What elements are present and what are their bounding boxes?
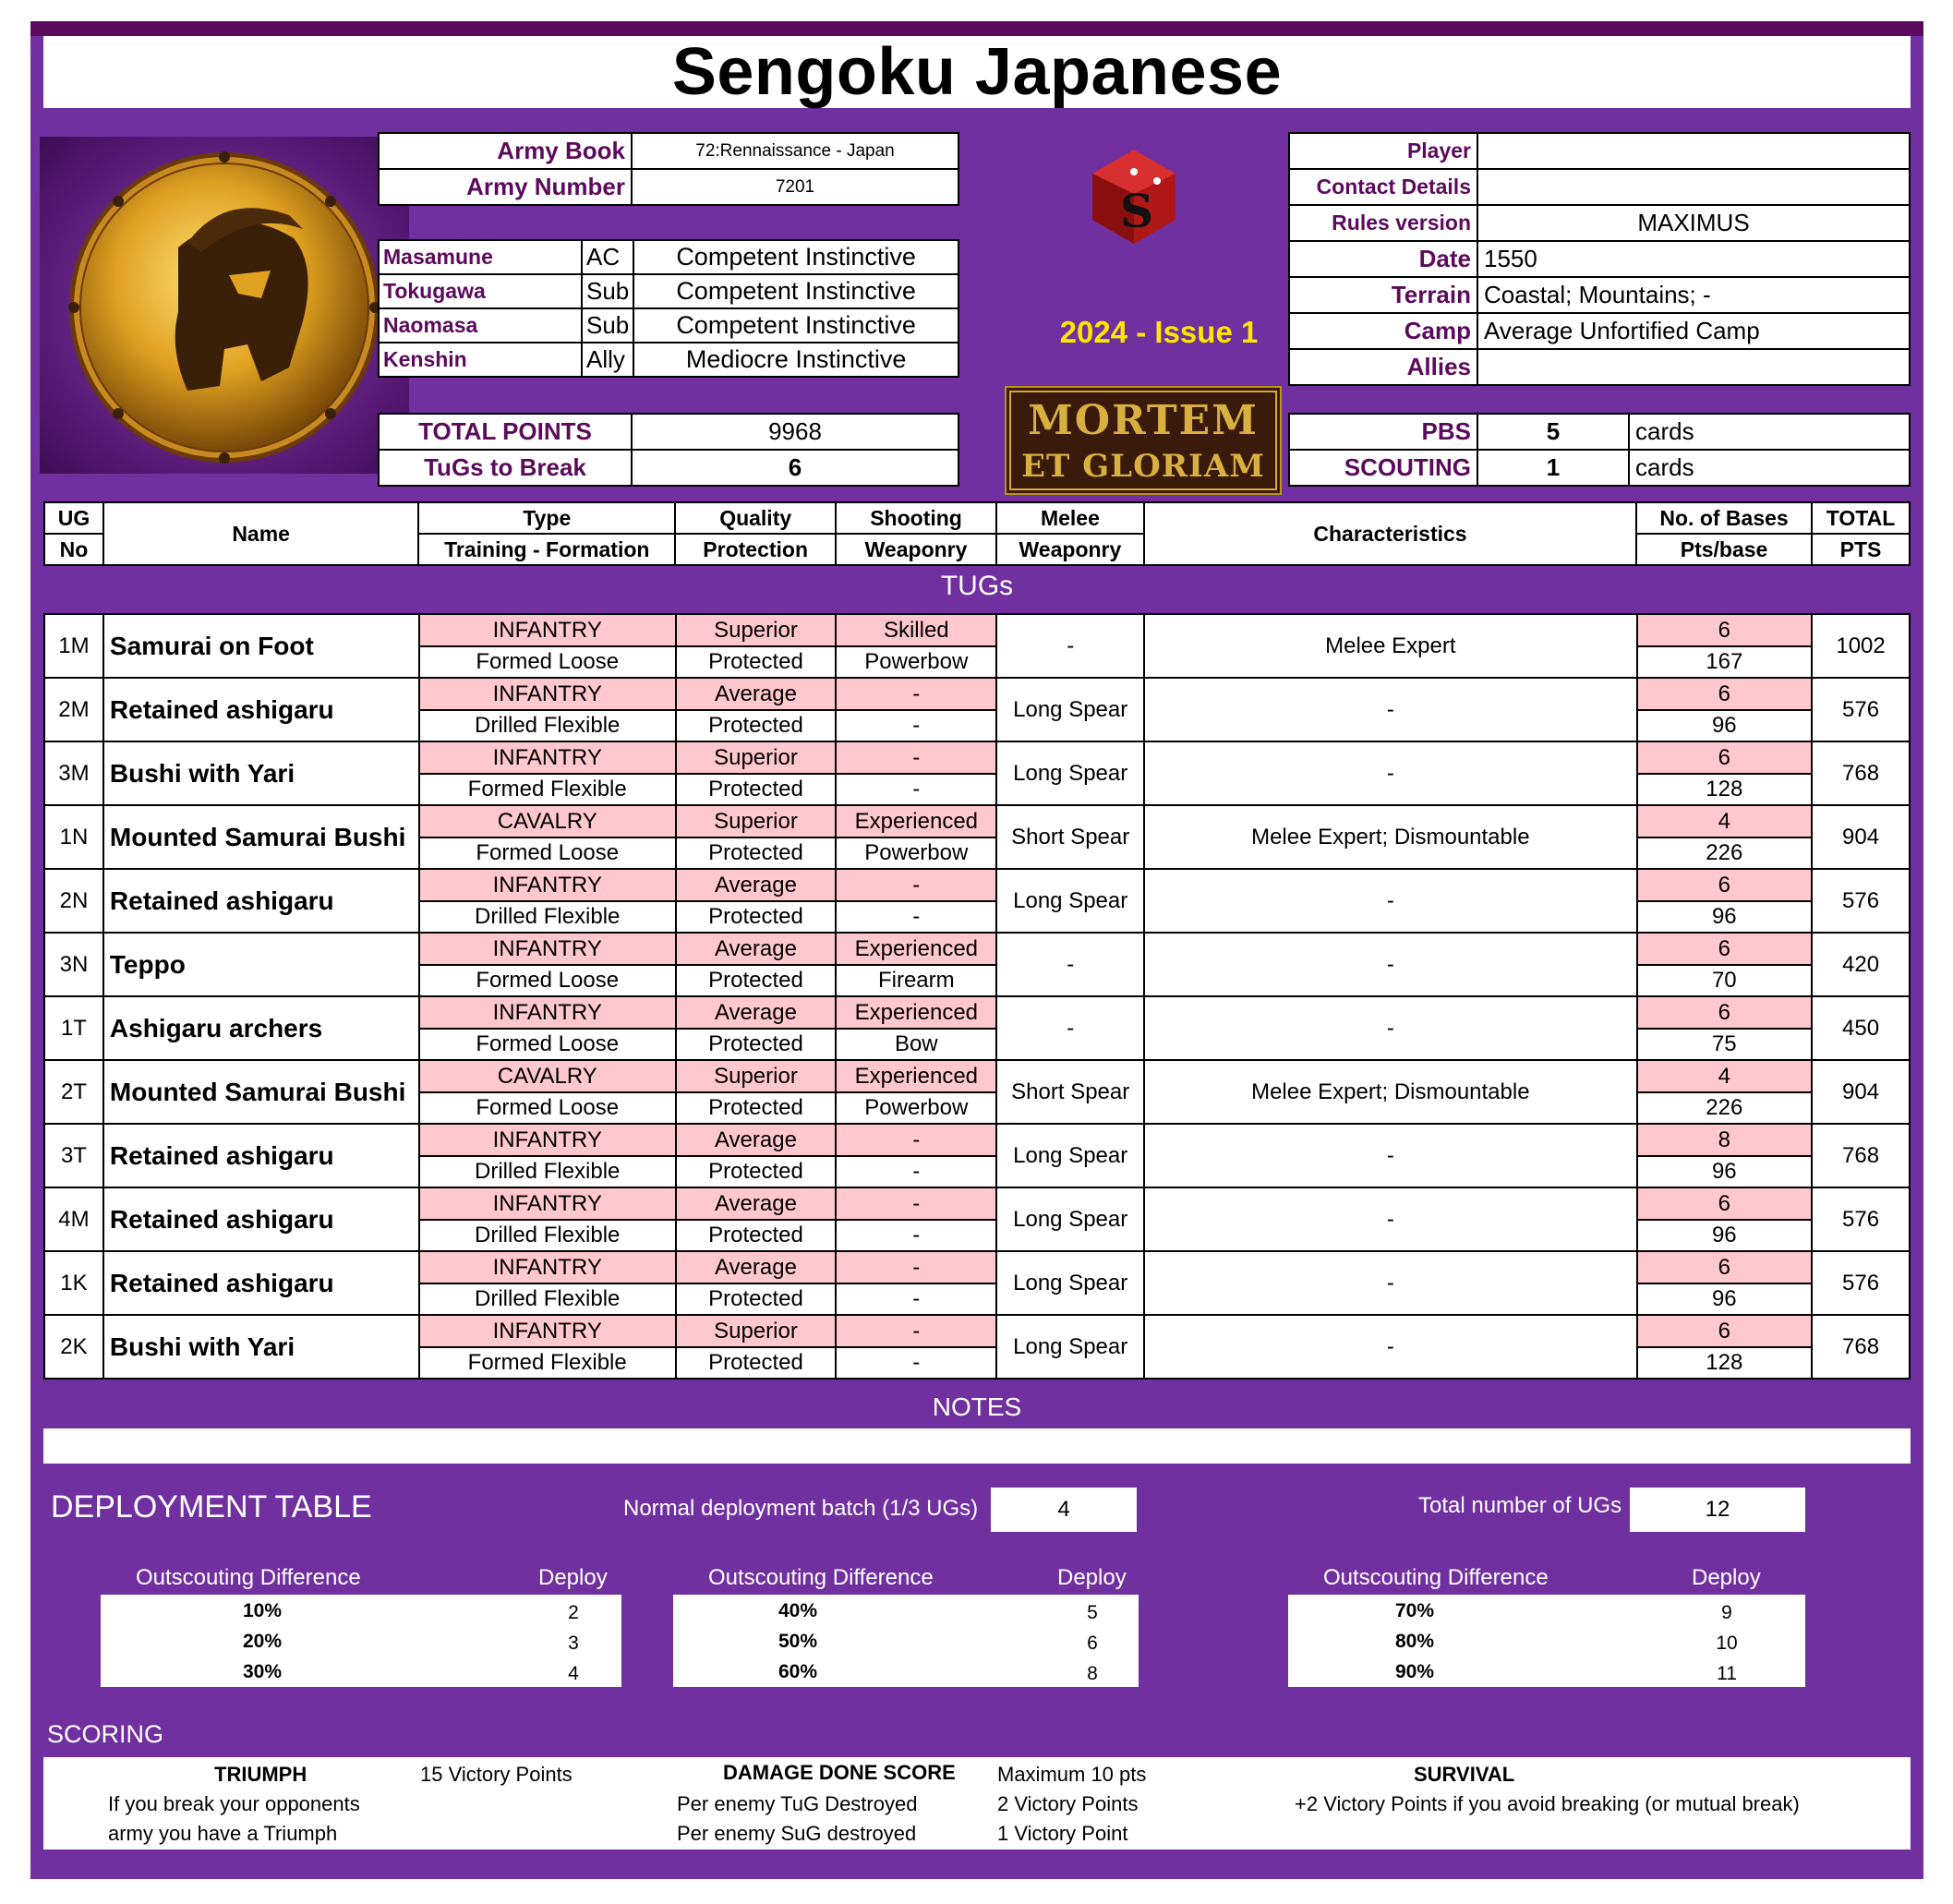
pbs-unit: cards	[1629, 414, 1910, 450]
unit-shoot-weapon: -	[836, 1156, 996, 1187]
unit-total: 904	[1812, 1060, 1910, 1124]
unit-total: 576	[1812, 678, 1910, 741]
outscouting-percent: 70%	[1394, 1600, 1435, 1621]
outscouting-difference-header: Outscouting Difference	[1323, 1565, 1549, 1590]
allies-label: Allies	[1289, 349, 1477, 385]
header-shoot-weaponry: Weaponry	[836, 534, 996, 565]
unit-formation: Drilled Flexible	[419, 1220, 676, 1251]
totals-table	[378, 413, 959, 487]
unit-ug-number: 3M	[44, 741, 103, 805]
unit-protection: Protected	[676, 901, 837, 933]
unit-pts-per-base: 128	[1637, 774, 1813, 805]
outscouting-difference-header: Outscouting Difference	[136, 1565, 361, 1590]
unit-quality: Average	[676, 1187, 837, 1220]
unit-characteristics: -	[1144, 1251, 1636, 1315]
outscouting-percent: 10%	[242, 1600, 283, 1621]
unit-shooting: Experienced	[836, 996, 996, 1029]
total-points-value: 9968	[632, 414, 958, 450]
triumph-points: 15 Victory Points	[420, 1763, 573, 1786]
unit-protection: Protected	[676, 1029, 837, 1060]
unit-row	[44, 741, 1910, 774]
unit-type: INFANTRY	[419, 869, 676, 901]
unit-type: CAVALRY	[419, 1060, 676, 1092]
unit-row	[44, 1124, 1910, 1156]
commander-quality: Competent Instinctive	[633, 274, 958, 308]
commander-row	[379, 274, 958, 308]
outscouting-percent: 60%	[778, 1661, 818, 1682]
header-training: Training - Formation	[418, 534, 675, 565]
unit-ug-number: 2K	[44, 1315, 103, 1379]
unit-row	[44, 1187, 1910, 1220]
unit-bases: 6	[1637, 1251, 1813, 1283]
tugs-to-break-value: 6	[632, 450, 958, 486]
unit-type: INFANTRY	[419, 1251, 676, 1283]
unit-shoot-weapon: -	[836, 901, 996, 933]
army-book-table	[378, 132, 959, 206]
triumph-line-1: If you break your opponents	[108, 1792, 360, 1815]
unit-name: Samurai on Foot	[103, 614, 419, 678]
player-table	[1288, 132, 1911, 386]
unit-pts-per-base: 75	[1637, 1029, 1813, 1060]
unit-bases: 4	[1637, 805, 1813, 838]
army-sheet	[30, 21, 1923, 1879]
unit-ug-number: 2T	[44, 1060, 103, 1124]
outscouting-percent: 90%	[1394, 1661, 1435, 1682]
unit-formation: Drilled Flexible	[419, 1156, 676, 1187]
unit-row	[44, 869, 1910, 901]
unit-protection: Protected	[676, 1347, 837, 1379]
unit-quality: Average	[676, 678, 837, 710]
unit-total: 768	[1812, 1315, 1910, 1379]
total-ugs-label: Total number of UGs	[1418, 1493, 1622, 1518]
commander-row	[379, 343, 958, 377]
unit-characteristics: -	[1144, 1187, 1636, 1251]
notes-field[interactable]	[43, 1428, 1911, 1464]
unit-name: Bushi with Yari	[103, 1315, 419, 1379]
unit-total: 1002	[1812, 614, 1910, 678]
triumph-line-2: army you have a Triumph	[108, 1822, 338, 1845]
deploy-count: 3	[568, 1633, 579, 1654]
unit-formation: Formed Loose	[419, 646, 676, 678]
player-value[interactable]	[1477, 133, 1910, 169]
unit-pts-per-base: 96	[1637, 901, 1813, 933]
commander-rank: Sub	[582, 274, 633, 308]
damage-value-1: 2 Victory Points	[997, 1792, 1139, 1815]
header-characteristics: Characteristics	[1144, 502, 1636, 565]
dice-icon	[1083, 146, 1185, 247]
unit-melee: -	[996, 614, 1144, 678]
unit-formation: Formed Loose	[419, 1092, 676, 1124]
unit-total: 768	[1812, 1124, 1910, 1187]
unit-characteristics: -	[1144, 996, 1636, 1060]
unit-quality: Average	[676, 996, 837, 1029]
unit-melee: Long Spear	[996, 678, 1144, 741]
deploy-count: 11	[1717, 1663, 1737, 1684]
unit-melee: -	[996, 996, 1144, 1060]
unit-shooting: Skilled	[836, 614, 996, 646]
unit-shoot-weapon: Powerbow	[836, 838, 996, 869]
unit-quality: Superior	[676, 614, 837, 646]
header-bases: No. of Bases	[1636, 502, 1812, 534]
deployment-table	[1288, 1595, 1805, 1687]
unit-total: 576	[1812, 1251, 1910, 1315]
unit-bases: 6	[1637, 1187, 1813, 1220]
unit-melee: Short Spear	[996, 1060, 1144, 1124]
header-quality: Quality	[675, 502, 836, 534]
outscouting-percent: 40%	[778, 1600, 818, 1621]
unit-pts-per-base: 167	[1637, 646, 1813, 678]
unit-name: Ashigaru archers	[103, 996, 419, 1060]
unit-shooting: -	[836, 1187, 996, 1220]
deploy-count: 2	[568, 1602, 579, 1623]
unit-shoot-weapon: -	[836, 1220, 996, 1251]
unit-bases: 8	[1637, 1124, 1813, 1156]
unit-pts-per-base: 128	[1637, 1347, 1813, 1379]
page-title: Sengoku Japanese	[671, 35, 1283, 109]
unit-protection: Protected	[676, 710, 837, 741]
deployment-title: DEPLOYMENT TABLE	[51, 1489, 372, 1524]
header-ug: UG	[44, 502, 103, 534]
unit-shoot-weapon: -	[836, 774, 996, 805]
commander-name: Tokugawa	[379, 274, 582, 308]
outscouting-percent: 30%	[242, 1661, 283, 1682]
mortem-et-gloriam-logo	[1005, 386, 1282, 495]
deploy-header: Deploy	[1692, 1565, 1761, 1590]
unit-ug-number: 2M	[44, 678, 103, 741]
rules-version-value: MAXIMUS	[1477, 205, 1910, 241]
outscouting-percent: 50%	[778, 1631, 818, 1652]
unit-type: CAVALRY	[419, 805, 676, 838]
unit-row	[44, 678, 1910, 710]
unit-total: 768	[1812, 741, 1910, 805]
unit-ug-number: 1T	[44, 996, 103, 1060]
unit-formation: Formed Loose	[419, 838, 676, 869]
header-melee-weaponry: Weaponry	[996, 534, 1144, 565]
scoring-title: SCORING	[47, 1720, 164, 1748]
unit-bases: 6	[1637, 996, 1813, 1029]
unit-pts-per-base: 70	[1637, 965, 1813, 996]
unit-pts-per-base: 96	[1637, 1156, 1813, 1187]
unit-melee: -	[996, 933, 1144, 996]
army-book-label: Army Book	[379, 133, 632, 169]
unit-shooting: -	[836, 741, 996, 774]
scoring-box	[43, 1757, 1911, 1850]
unit-row	[44, 1060, 1910, 1092]
unit-type: INFANTRY	[419, 614, 676, 646]
unit-protection: Protected	[676, 1283, 837, 1315]
unit-bases: 6	[1637, 741, 1813, 774]
pbs-label: PBS	[1289, 414, 1477, 450]
unit-shoot-weapon: Powerbow	[836, 646, 996, 678]
commander-rank: AC	[582, 240, 633, 274]
unit-melee: Long Spear	[996, 869, 1144, 933]
unit-characteristics: -	[1144, 678, 1636, 741]
army-book-value: 72:Rennaissance - Japan	[632, 133, 958, 169]
scouting-label: SCOUTING	[1289, 450, 1477, 486]
commander-rank: Ally	[582, 343, 633, 377]
unit-quality: Superior	[676, 741, 837, 774]
unit-row	[44, 805, 1910, 838]
deployment-table	[101, 1595, 621, 1687]
svg-text:S: S	[1119, 184, 1154, 238]
unit-type: INFANTRY	[419, 996, 676, 1029]
deployment-batch-label: Normal deployment batch (1/3 UGs)	[623, 1496, 979, 1521]
unit-formation: Drilled Flexible	[419, 710, 676, 741]
unit-shoot-weapon: -	[836, 1283, 996, 1315]
header-pts: PTS	[1812, 534, 1910, 565]
deploy-header: Deploy	[1057, 1565, 1127, 1590]
unit-shooting: Experienced	[836, 1060, 996, 1092]
svg-text:MORTEM: MORTEM	[1028, 397, 1259, 444]
unit-pts-per-base: 226	[1637, 1092, 1813, 1124]
unit-total: 576	[1812, 869, 1910, 933]
contact-details-label: Contact Details	[1289, 169, 1477, 205]
unit-protection: Protected	[676, 1156, 837, 1187]
player-label: Player	[1289, 133, 1477, 169]
unit-formation: Drilled Flexible	[419, 1283, 676, 1315]
unit-characteristics: Melee Expert	[1144, 614, 1636, 678]
unit-type: INFANTRY	[419, 933, 676, 965]
issue-label: 2024 - Issue 1	[1059, 315, 1259, 349]
deploy-count: 9	[1721, 1602, 1732, 1623]
unit-melee: Long Spear	[996, 1124, 1144, 1187]
survival-title: SURVIVAL	[1414, 1763, 1515, 1786]
unit-total: 576	[1812, 1187, 1910, 1251]
notes-label: NOTES	[932, 1392, 1022, 1421]
outscouting-difference-header: Outscouting Difference	[708, 1565, 934, 1590]
unit-row	[44, 1315, 1910, 1347]
unit-shoot-weapon: -	[836, 710, 996, 741]
unit-type: INFANTRY	[419, 741, 676, 774]
unit-formation: Formed Loose	[419, 1029, 676, 1060]
unit-formation: Formed Flexible	[419, 774, 676, 805]
unit-name: Retained ashigaru	[103, 1124, 419, 1187]
unit-protection: Protected	[676, 1092, 837, 1124]
damage-value-2: 1 Victory Point	[997, 1822, 1128, 1845]
header-melee: Melee	[996, 502, 1144, 534]
unit-pts-per-base: 96	[1637, 1283, 1813, 1315]
commanders-table	[378, 239, 959, 378]
pbs-value: 5	[1477, 414, 1629, 450]
commander-row	[379, 240, 958, 274]
unit-ug-number: 1K	[44, 1251, 103, 1315]
deploy-count: 5	[1087, 1602, 1098, 1623]
unit-row	[44, 996, 1910, 1029]
unit-protection: Protected	[676, 965, 837, 996]
unit-row	[44, 933, 1910, 965]
unit-shoot-weapon: Bow	[836, 1029, 996, 1060]
unit-ug-number: 3N	[44, 933, 103, 996]
unit-name: Mounted Samurai Bushi	[103, 1060, 419, 1124]
damage-title: DAMAGE DONE SCORE	[723, 1761, 956, 1784]
commander-name: Masamune	[379, 240, 582, 274]
deploy-count: 10	[1716, 1633, 1738, 1654]
unit-characteristics: -	[1144, 741, 1636, 805]
unit-shooting: -	[836, 1124, 996, 1156]
dice-logo	[1083, 146, 1185, 252]
svg-text:ET GLORIAM: ET GLORIAM	[1021, 448, 1265, 485]
total-ugs-value: 12	[1630, 1488, 1805, 1532]
date-value: 1550	[1477, 241, 1910, 277]
unit-type: INFANTRY	[419, 1124, 676, 1156]
total-points-label: TOTAL POINTS	[379, 414, 632, 450]
unit-name: Mounted Samurai Bushi	[103, 805, 419, 869]
scouting-value: 1	[1477, 450, 1629, 486]
header-type: Type	[418, 502, 675, 534]
commander-row	[379, 308, 958, 343]
header-protection: Protection	[675, 534, 836, 565]
camp-label: Camp	[1289, 313, 1477, 349]
unit-quality: Average	[676, 1251, 837, 1283]
unit-shooting: -	[836, 678, 996, 710]
unit-quality: Average	[676, 1124, 837, 1156]
survival-line-1: +2 Victory Points if you avoid breaking (or mutual break)	[1295, 1792, 1800, 1815]
unit-ug-number: 3T	[44, 1124, 103, 1187]
unit-name: Retained ashigaru	[103, 678, 419, 741]
unit-quality: Superior	[676, 1060, 837, 1092]
unit-name: Retained ashigaru	[103, 869, 419, 933]
unit-shoot-weapon: Powerbow	[836, 1092, 996, 1124]
unit-melee: Short Spear	[996, 805, 1144, 869]
unit-ug-number: 2N	[44, 869, 103, 933]
unit-characteristics: -	[1144, 869, 1636, 933]
deployment-table	[673, 1595, 1139, 1687]
unit-characteristics: -	[1144, 933, 1636, 996]
unit-total: 904	[1812, 805, 1910, 869]
unit-shoot-weapon: Firearm	[836, 965, 996, 996]
unit-name: Bushi with Yari	[103, 741, 419, 805]
unit-bases: 6	[1637, 869, 1813, 901]
unit-bases: 6	[1637, 614, 1813, 646]
commander-name: Naomasa	[379, 308, 582, 343]
commander-rank: Sub	[582, 308, 633, 343]
unit-characteristics: Melee Expert; Dismountable	[1144, 1060, 1636, 1124]
deploy-header: Deploy	[538, 1565, 608, 1590]
unit-shooting: -	[836, 869, 996, 901]
deploy-count: 6	[1087, 1633, 1098, 1654]
unit-melee: Long Spear	[996, 1251, 1144, 1315]
unit-shooting: Experienced	[836, 805, 996, 838]
unit-melee: Long Spear	[996, 1187, 1144, 1251]
header-total: TOTAL	[1812, 502, 1910, 534]
deploy-count: 8	[1087, 1663, 1098, 1684]
unit-bases: 6	[1637, 1315, 1813, 1347]
damage-line-2: Per enemy SuG destroyed	[677, 1822, 917, 1845]
unit-type: INFANTRY	[419, 678, 676, 710]
unit-pts-per-base: 96	[1637, 1220, 1813, 1251]
deployment-batch-value: 4	[991, 1488, 1137, 1532]
outscouting-percent: 80%	[1394, 1631, 1435, 1652]
unit-name: Retained ashigaru	[103, 1187, 419, 1251]
unit-characteristics: Melee Expert; Dismountable	[1144, 805, 1636, 869]
outscouting-percent: 20%	[242, 1631, 283, 1652]
unit-quality: Superior	[676, 805, 837, 838]
unit-ug-number: 4M	[44, 1187, 103, 1251]
unit-characteristics: -	[1144, 1315, 1636, 1379]
damage-max: Maximum 10 pts	[997, 1763, 1147, 1786]
army-number-value: 7201	[632, 169, 958, 205]
contact-details-value[interactable]	[1477, 169, 1910, 205]
unit-shooting: Experienced	[836, 933, 996, 965]
units-table	[43, 613, 1911, 1380]
unit-formation: Drilled Flexible	[419, 901, 676, 933]
unit-name: Teppo	[103, 933, 419, 996]
unit-bases: 6	[1637, 933, 1813, 965]
unit-row	[44, 614, 1910, 646]
unit-quality: Average	[676, 933, 837, 965]
date-label: Date	[1289, 241, 1477, 277]
tugs-section-label: TUGs	[940, 571, 1014, 601]
terrain-label: Terrain	[1289, 277, 1477, 313]
header-shooting: Shooting	[836, 502, 996, 534]
title-box	[43, 36, 1911, 108]
tugs-to-break-label: TuGs to Break	[379, 450, 632, 486]
unit-name: Retained ashigaru	[103, 1251, 419, 1315]
damage-line-1: Per enemy TuG Destroyed	[677, 1792, 918, 1815]
army-number-label: Army Number	[379, 169, 632, 205]
unit-ug-number: 1M	[44, 614, 103, 678]
commander-quality: Competent Instinctive	[633, 240, 958, 274]
unit-shooting: -	[836, 1251, 996, 1283]
unit-quality: Superior	[676, 1315, 837, 1347]
allies-value	[1477, 349, 1910, 385]
header-name: Name	[103, 502, 418, 565]
unit-formation: Formed Flexible	[419, 1347, 676, 1379]
header-no: No	[44, 534, 103, 565]
rules-version-label: Rules version	[1289, 205, 1477, 241]
unit-type: INFANTRY	[419, 1315, 676, 1347]
unit-bases: 4	[1637, 1060, 1813, 1092]
unit-bases: 6	[1637, 678, 1813, 710]
unit-header-table	[43, 501, 1911, 566]
unit-shooting: -	[836, 1315, 996, 1347]
triumph-title: TRIUMPH	[214, 1763, 307, 1786]
camp-value: Average Unfortified Camp	[1477, 313, 1910, 349]
unit-pts-per-base: 96	[1637, 710, 1813, 741]
header-pts-base: Pts/base	[1636, 534, 1812, 565]
unit-protection: Protected	[676, 774, 837, 805]
terrain-value: Coastal; Mountains; -	[1477, 277, 1910, 313]
unit-total: 450	[1812, 996, 1910, 1060]
unit-melee: Long Spear	[996, 1315, 1144, 1379]
commander-name: Kenshin	[379, 343, 582, 377]
unit-melee: Long Spear	[996, 741, 1144, 805]
deploy-count: 4	[568, 1663, 579, 1684]
unit-protection: Protected	[676, 1220, 837, 1251]
scouting-unit: cards	[1629, 450, 1910, 486]
unit-type: INFANTRY	[419, 1187, 676, 1220]
unit-ug-number: 1N	[44, 805, 103, 869]
unit-quality: Average	[676, 869, 837, 901]
unit-total: 420	[1812, 933, 1910, 996]
spartan-helmet-icon	[40, 137, 409, 474]
pbs-scouting-table	[1288, 413, 1911, 487]
unit-protection: Protected	[676, 838, 837, 869]
unit-shoot-weapon: -	[836, 1347, 996, 1379]
unit-protection: Protected	[676, 646, 837, 678]
unit-characteristics: -	[1144, 1124, 1636, 1187]
unit-row	[44, 1251, 1910, 1283]
unit-formation: Formed Loose	[419, 965, 676, 996]
unit-pts-per-base: 226	[1637, 838, 1813, 869]
commander-quality: Competent Instinctive	[633, 308, 958, 343]
commander-quality: Mediocre Instinctive	[633, 343, 958, 377]
army-shield-image	[40, 137, 409, 474]
